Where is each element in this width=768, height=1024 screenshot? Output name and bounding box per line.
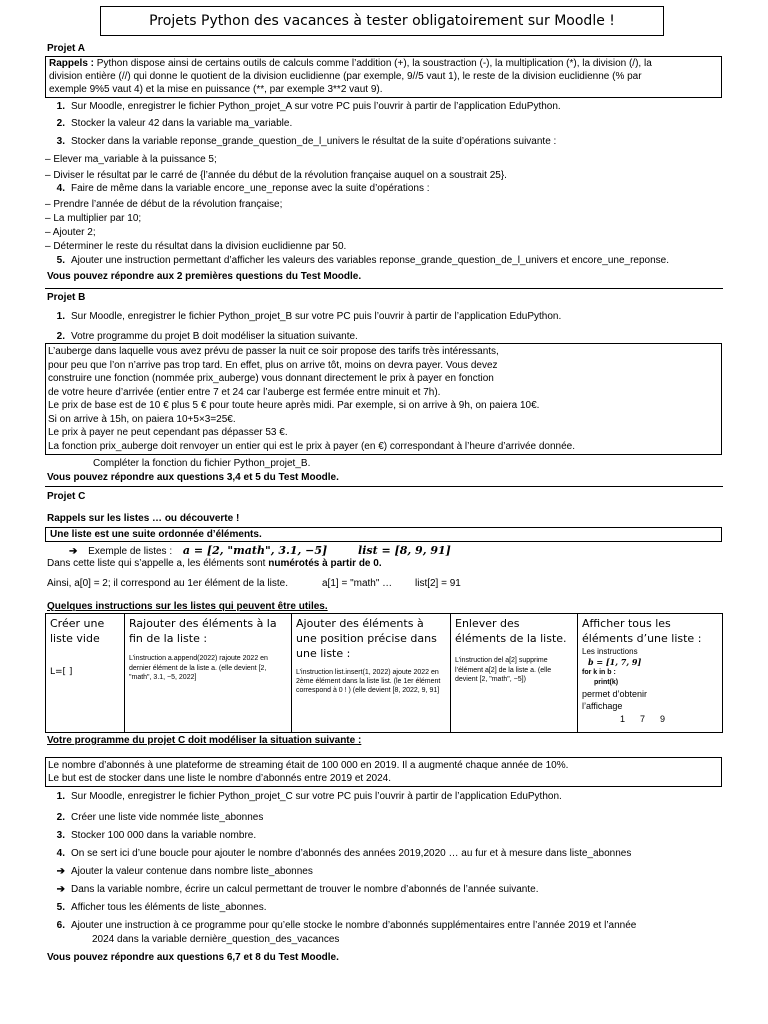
projet-c-heading: Projet C — [47, 491, 86, 502]
step-number: 1. — [56, 791, 65, 802]
step-text: Faire de même dans la variable encore_une_reponse avec la suite d’opérations : — [71, 183, 430, 194]
situation-line: construire une fonction (nommée prix_auberge) vous donnant directement le prix à payer en fonction — [48, 373, 494, 384]
col-line: b = [1, 7, 9] — [588, 657, 642, 668]
step-number: 1. — [56, 311, 65, 322]
step-text: Ajouter la valeur contenue dans nombre liste_abonnes — [71, 866, 313, 877]
step-number: 5. — [56, 255, 65, 266]
situation-line: pour peu que l’on n’arrive pas trop tard. En effet, plus on arrive tôt, moins on devra payer. Vous devez — [48, 359, 498, 371]
step-number: 1. — [56, 101, 65, 112]
situation-line: Le prix à payer ne peut cependant pas dépasser 53 €. — [48, 427, 288, 438]
col-note: L’instruction list.insert(1, 2022) ajoute 2022 en 2ème élément dans la liste list. (le 1er élément correspond à 0 ! ) (elle devient [8, 2022, 9, 91] — [296, 668, 441, 695]
projet-c-conclusion: Vous pouvez répondre aux questions 6,7 et 8 du Test Moodle. — [47, 952, 339, 963]
example-label: Exemple de listes : — [88, 546, 173, 557]
ainsi-left: Ainsi, a[0] = 2; il correspond au 1er élément de la liste. — [47, 578, 288, 589]
step-number: 2. — [56, 331, 65, 342]
projet-a-conclusion: Vous pouvez répondre aux 2 premières questions du Test Moodle. — [47, 271, 362, 282]
step-number: 5. — [56, 902, 65, 913]
projet-b-conclusion: Vous pouvez répondre aux questions 3,4 et 5 du Test Moodle. — [47, 472, 339, 483]
step-text: Sur Moodle, enregistrer le fichier Python_projet_A sur votre PC puis l’ouvrir à partir de l’application EduPython. — [71, 101, 561, 112]
projet-b-steps — [47, 310, 747, 344]
col-display — [578, 614, 723, 733]
projet-a-steps — [47, 100, 747, 284]
col-title: Ajouter des éléments à une position précise dans une liste : — [296, 617, 437, 661]
step-text: Sur Moodle, enregistrer le fichier Python_projet_C sur votre PC puis l’ouvrir à partir de l’application EduPython. — [71, 791, 562, 802]
projet-b-complete: Compléter la fonction du fichier Python_projet_B. — [93, 458, 311, 469]
situation-line: Si on arrive à 15h, on paiera 10+5×3=25€. — [48, 413, 236, 425]
situation-line: Le nombre d’abonnés à une plateforme de streaming était de 100 000 en 2019. Il a augmenté chaque année de 10%. — [48, 760, 569, 771]
rappels-label: Rappels : — [49, 58, 95, 69]
step-number: 3. — [56, 830, 65, 841]
step-number: 3. — [56, 136, 65, 147]
divider — [45, 486, 723, 487]
col-line: for k in b : — [582, 669, 616, 677]
col-note: L’instruction a.append(2022) rajoute 2022 en dernier élément de la liste a. (elle devient [2, "math", 3.1, −5, 2022] — [129, 655, 268, 682]
projet-a-heading: Projet A — [47, 43, 85, 54]
dash-item: – Déterminer le reste du résultat dans la division euclidienne par 50. — [45, 241, 347, 252]
rappels-text-3: exemple 9%5 vaut 4) et la mise en puissance (**, par exemple 3**2 vaut 9). — [49, 84, 383, 95]
step-number: 2. — [56, 118, 65, 129]
step-text: 2024 dans la variable dernière_question_des_vacances — [92, 934, 340, 945]
page-title: Projets Python des vacances à tester obligatoirement sur Moodle ! — [100, 6, 664, 36]
step-text: Votre programme du projet B doit modéliser la situation suivante. — [71, 331, 358, 342]
step-text: Afficher tous les éléments de liste_abonnes. — [71, 902, 267, 913]
col-title: Afficher tous les éléments d’une liste : — [582, 617, 702, 646]
step-text: Créer une liste vide nommée liste_abonnes — [71, 812, 264, 823]
projet-a-rappels-box — [45, 56, 722, 98]
step-number: 6. — [56, 920, 65, 931]
col-create — [46, 614, 125, 733]
instructions-heading: Quelques instructions sur les listes qui peuvent être utiles. — [47, 601, 328, 612]
col-line: print(k) — [594, 679, 619, 687]
arrow-icon: ➔ — [69, 546, 78, 557]
divider — [45, 288, 723, 289]
col-line: 1 7 9 — [620, 713, 666, 724]
ainsi-middle: a[1] = "math" … — [322, 578, 393, 589]
step-number: 4. — [56, 848, 65, 859]
numbered-line — [47, 557, 382, 571]
dash-item: – La multiplier par 10; — [45, 213, 142, 224]
step-text: Stocker la valeur 42 dans la variable ma_variable. — [71, 118, 293, 129]
list-definition-box: Une liste est une suite ordonnée d’éléments. — [45, 527, 722, 542]
projet-b-situation-box — [45, 343, 722, 455]
col-title: Enlever des éléments de la liste. — [455, 617, 567, 646]
step-text: Ajouter une instruction permettant d’afficher les valeurs des variables reponse_grande_question_de_l_univers et encore_une_reponse. — [71, 255, 669, 266]
projet-c-rappels: Rappels sur les listes … ou découverte ! — [47, 513, 240, 524]
situation-line: Le prix de base est de 10 € plus 5 € pour toute heure après midi. Par exemple, si on arrive à 9h, on paiera 10€. — [48, 400, 540, 411]
ainsi-right: list[2] = 91 — [415, 578, 461, 589]
col-delete — [451, 614, 578, 733]
example-list: list = [8, 9, 91] — [358, 544, 451, 557]
step-number: 2. — [56, 812, 65, 823]
arrow-icon: ➔ — [56, 884, 65, 895]
arrow-icon: ➔ — [56, 866, 65, 877]
col-insert — [292, 614, 451, 733]
col-line: Les instructions — [582, 647, 638, 657]
rappels-text-2: division entière (//) qui donne le quotient de la division euclidienne (par exemple, 9//5 vaut 1), le reste de la division euclidienne (% par — [49, 71, 642, 82]
situation-line: L’auberge dans laquelle vous avez prévu de passer la nuit ce soir propose des tarifs très intéressants, — [48, 346, 499, 357]
list-instructions-table — [45, 613, 723, 733]
step-number: 4. — [56, 183, 65, 194]
situation-line: Le but est de stocker dans une liste le nombre d’abonnés entre 2019 et 2024. — [48, 773, 392, 784]
step-text: Sur Moodle, enregistrer le fichier Python_projet_B sur votre PC puis l’ouvrir à partir de l’application EduPython. — [71, 311, 562, 322]
numbered-text: Dans cette liste qui s’appelle a, les éléments sont — [47, 558, 269, 569]
projet-c-steps — [47, 790, 747, 947]
numbered-bold: numérotés à partir de 0. — [268, 558, 382, 569]
situation-line: La fonction prix_auberge doit renvoyer un entier qui est le prix à payer (en €) correspondant à l’heure d’arrivée donnée. — [48, 440, 575, 452]
col-line: permet d’obtenir l’affichage — [582, 688, 648, 712]
col-note: L’instruction del a[2] supprime l’élément a[2] de la liste a. (elle devient [2, "math", −5]) — [455, 657, 552, 684]
dash-item: – Ajouter 2; — [45, 227, 96, 238]
step-text: Stocker 100 000 dans la variable nombre. — [71, 830, 257, 841]
step-text: Ajouter une instruction à ce programme pour qu’elle stocke le nombre d’abonnés supplémentaires entre l’année 2019 et l’année — [71, 920, 637, 931]
projet-b-heading: Projet B — [47, 292, 86, 303]
col-title: Créer une liste vide — [50, 617, 105, 646]
example-a: a = [2, "math", 3.1, −5] — [182, 544, 328, 557]
situation-heading: Votre programme du projet C doit modéliser la situation suivante : — [47, 735, 362, 746]
projet-c-situation-box — [45, 757, 722, 787]
rappels-text-1: Python dispose ainsi de certains outils de calculs comme l’addition (+), la soustraction (-), la multiplication (*), la division (/), la — [94, 58, 652, 69]
col-title: Rajouter des éléments à la fin de la liste : — [129, 617, 277, 646]
dash-item: – Prendre l’année de début de la révolution française; — [45, 199, 283, 210]
dash-item: – Elever ma_variable à la puissance 5; — [45, 154, 217, 165]
step-text: Stocker dans la variable reponse_grande_question_de_l_univers le résultat de la suite d’opérations suivante : — [71, 136, 557, 147]
col-code: L=[ ] — [50, 667, 73, 678]
step-text: On se sert ici d’une boucle pour ajouter le nombre d’abonnés des années 2019,2020 … au fur et à mesure dans liste_abonnes — [71, 848, 632, 859]
dash-item: – Diviser le résultat par le carré de {l’année du début de la révolution française auquel on a soustrait 25}. — [45, 170, 507, 181]
step-text: Dans la variable nombre, écrire un calcul permettant de trouver le nombre d’abonnés de l’année suivante. — [71, 884, 539, 895]
situation-line: de votre heure d’arrivée (entier entre 7 et 24 car l’auberge est fermée entre minuit et 7h). — [48, 386, 441, 398]
col-append — [125, 614, 292, 733]
